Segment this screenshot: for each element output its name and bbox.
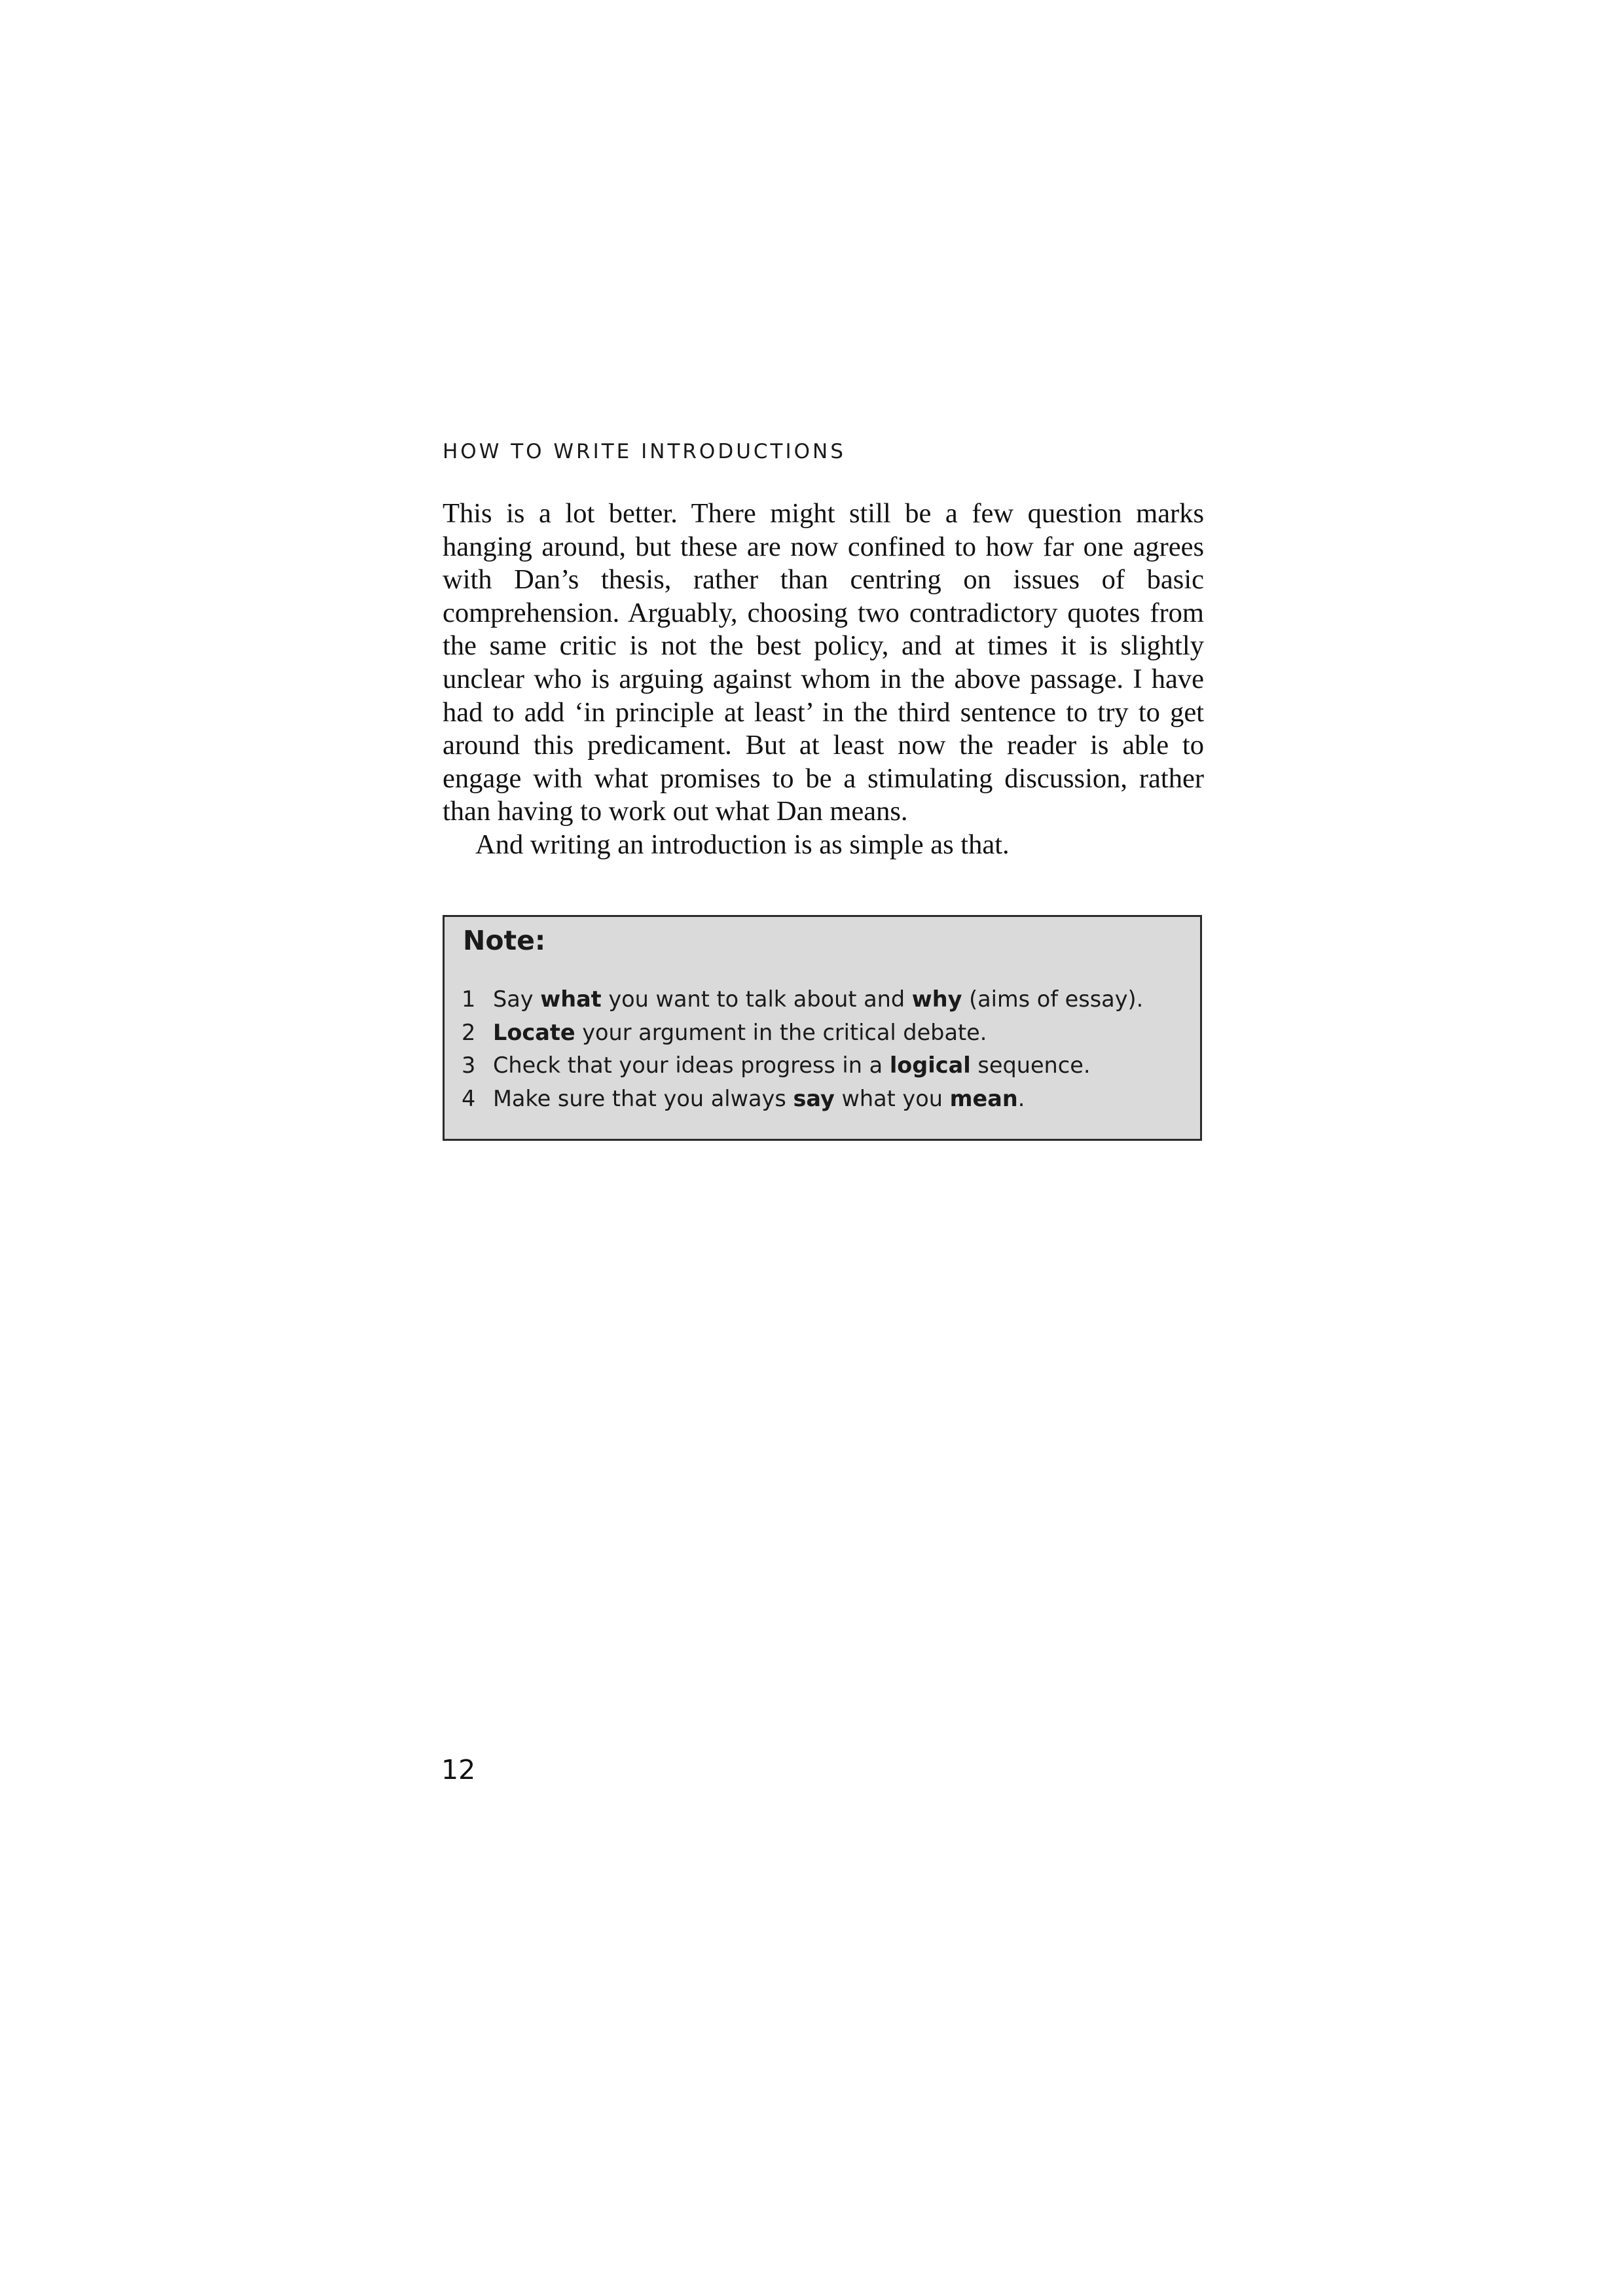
note-item-number: 1 [462, 986, 476, 1012]
note-item-emphasis: logical [889, 1052, 971, 1078]
note-item-text: Say [493, 986, 541, 1012]
note-item-emphasis: mean [949, 1085, 1018, 1111]
note-item-number: 2 [462, 1019, 476, 1045]
note-item-text: you want to talk about and [601, 986, 912, 1012]
note-item-emphasis: what [540, 986, 602, 1012]
note-list [462, 983, 1143, 1115]
page-number: 12 [441, 1754, 476, 1785]
note-item-text: what you [834, 1085, 950, 1111]
body-text [443, 497, 1204, 862]
note-item [462, 1049, 1143, 1083]
note-item-text: Make sure that you always [493, 1085, 793, 1111]
running-head: HOW TO WRITE INTRODUCTIONS [443, 440, 846, 463]
note-item-number: 4 [462, 1085, 476, 1111]
note-item-number: 3 [462, 1052, 476, 1078]
paragraph: This is a lot better. There might still be a few question marks hanging around, but these are now confined to how far one agrees with Dan’s thesis, rather than centring on issues of basic comprehension. Arguably, choosing two contradictory quotes from the same critic is not the best policy, and at times it is slightly unclear who is arguing against whom in the above passage. I have had to add ‘in principle at least’ in the third sentence to try to get around this predicament. But at least now the reader is able to engage with what promises to be a stimulating discussion, rather than having to work out what Dan means. [443, 498, 1204, 827]
paragraph: And writing an introduction is as simple as that. [475, 829, 1010, 860]
note-title: Note: [463, 925, 546, 956]
note-item-text: . [1017, 1085, 1025, 1111]
note-box [443, 915, 1202, 1141]
note-item-text: sequence. [970, 1052, 1091, 1078]
note-item-text: (aims of essay). [962, 986, 1144, 1012]
note-item-text: your argument in the critical debate. [575, 1019, 987, 1045]
note-item-text: Check that your ideas progress in a [493, 1052, 890, 1078]
note-item [462, 1016, 1143, 1050]
note-item-emphasis: say [793, 1085, 835, 1111]
note-item-emphasis: why [911, 986, 962, 1012]
note-item [462, 983, 1143, 1016]
note-item-emphasis: Locate [493, 1019, 575, 1045]
note-item [462, 1083, 1143, 1116]
